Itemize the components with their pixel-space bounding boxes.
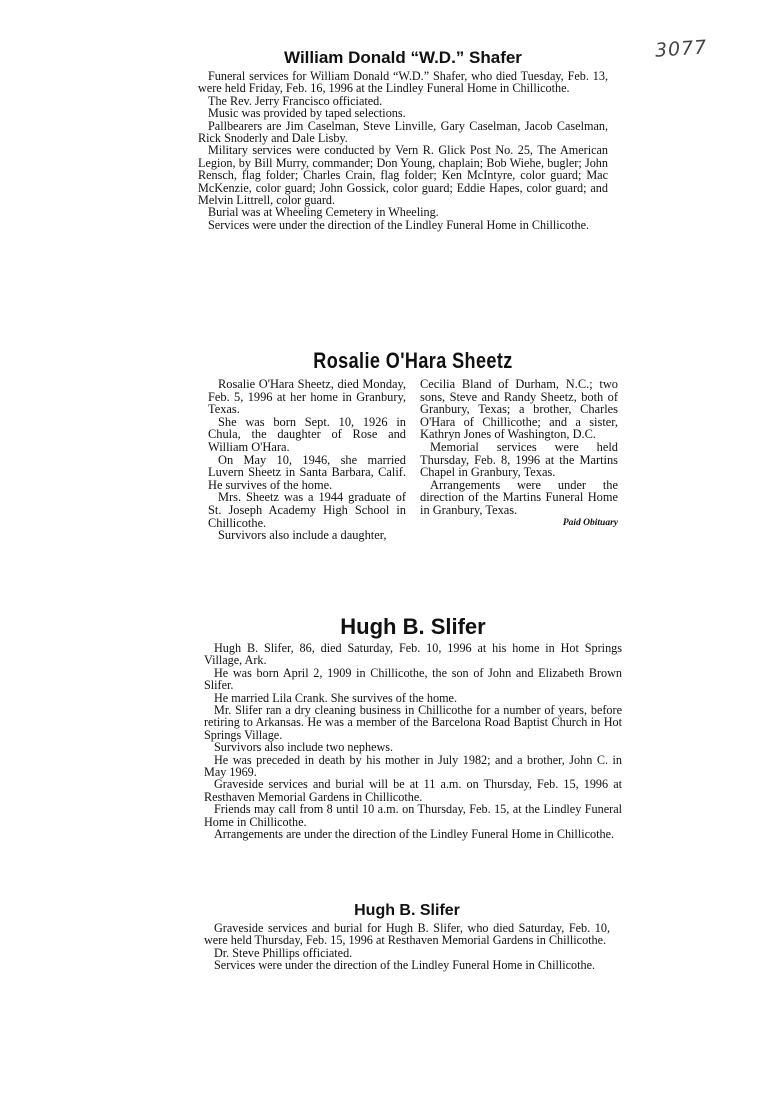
paragraph: Services were under the direction of the Lindley Funeral Home in Chillicothe.: [208, 217, 590, 232]
paragraph: Pallbearers are Jim Caselman, Steve Linville, Gary Caselman, Jacob Caselman, Rick Snoderly and Dale Lisby.: [198, 118, 608, 146]
obituary-title: Hugh B. Slifer: [340, 614, 486, 639]
paragraph: Graveside services and burial for Hugh B. Slifer, who died Saturday, Feb. 10, were held Thursday, Feb. 15, 1996 at Resthaven Memorial Gardens in Chillicothe.: [204, 921, 610, 948]
paragraph: Graveside services and burial will be at 11 a.m. on Thursday, Feb. 15, 1996 at Resthaven Memorial Gardens in Chillicothe.: [204, 777, 622, 804]
paragraph: He was preceded in death by his mother in July 1982; and a brother, John C. in May 1969.: [204, 752, 622, 780]
paragraph: The Rev. Jerry Francisco officiated.: [208, 93, 383, 108]
paragraph: Dr. Steve Phillips officiated.: [214, 945, 353, 960]
column-right: [420, 378, 618, 542]
paragraph: Hugh B. Slifer, 86, died Saturday, Feb. 10, 1996 at his home in Hot Springs Village, Ark.: [204, 641, 622, 668]
paragraph: Rosalie O'Hara Sheetz, died Monday, Feb. 5, 1996 at her home in Granbury, Texas.: [208, 377, 406, 417]
paid-obituary-label: Paid Obituary: [562, 517, 618, 528]
paragraph: Arrangements are under the direction of the Lindley Funeral Home in Chillicothe.: [214, 827, 615, 842]
paragraph: Survivors also include two nephews.: [214, 740, 394, 755]
obituary-slifer-graveside: [204, 902, 610, 972]
paragraph: Survivors also include a daughter,: [218, 528, 387, 543]
obituary-shafer: [198, 48, 608, 231]
paragraph: On May 10, 1946, she married Luvern Sheetz in Santa Barbara, Calif. He survives of the home.: [208, 452, 406, 492]
paragraph: Friends may call from 8 until 10 a.m. on Thursday, Feb. 15, at the Lindley Funeral Home in Chillicothe.: [204, 802, 622, 829]
paragraph: Services were under the direction of the Lindley Funeral Home in Chillicothe.: [214, 958, 596, 973]
obituary-sheetz: [208, 348, 618, 542]
obituary-title: Rosalie O'Hara Sheetz: [313, 348, 513, 373]
paragraph: Mr. Slifer ran a dry cleaning business in Chillicothe for a number of years, before retiring to Arkansas. He was a member of the Barcelona Road Baptist Church in Hot Springs Village.: [204, 703, 622, 742]
paragraph: Military services were conducted by Vern R. Glick Post No. 25, The American Legion, by Bill Murry, commander; Don Young, chaplain; Bob Wiehe, bugler; John Rensch, flag folder; Charles Crain, flag folder; Ken McIntyre, color guard; Mac McKenzie, color guard; John Gossick, color guard; Eddie Hapes, color guard; and Melvin Littrell, color guard.: [198, 143, 608, 208]
obituary-slifer: [204, 614, 622, 841]
paragraph: He was born April 2, 1909 in Chillicothe, the son of John and Elizabeth Brown Slifer.: [204, 665, 622, 693]
obituary-body: [204, 922, 610, 972]
obituary-body: [208, 378, 618, 542]
paragraph: Mrs. Sheetz was a 1944 graduate of St. Joseph Academy High School in Chillicothe.: [208, 490, 406, 530]
paragraph: Funeral services for William Donald “W.D.” Shafer, who died Tuesday, Feb. 13, were held Friday, Feb. 16, 1996 at the Lindley Funeral Home in Chillicothe.: [198, 69, 608, 96]
column-left: [208, 378, 406, 542]
obituary-title: Hugh B. Slifer: [354, 902, 460, 919]
handwritten-page-number: 3077: [654, 36, 709, 62]
paragraph: Arrangements were under the direction of the Martins Funeral Home in Granbury, Texas.: [420, 477, 618, 517]
paragraph: She was born Sept. 10, 1926 in Chula, the daughter of Rose and William O'Hara.: [208, 414, 406, 454]
obituary-body: [204, 642, 622, 841]
paragraph: Burial was at Wheeling Cemetery in Wheeling.: [208, 205, 439, 220]
paragraph: Music was provided by taped selections.: [208, 106, 406, 121]
obituary-title: William Donald “W.D.” Shafer: [284, 48, 522, 67]
paragraph: He married Lila Crank. She survives of the home.: [214, 690, 458, 705]
paragraph: Cecilia Bland of Durham, N.C.; two sons, Steve and Randy Sheetz, both of Granbury, Texas; a brother, Charles O'Hara of Chillicothe; and a sister, Kathryn Jones of Washington, D.C.: [420, 377, 618, 442]
paragraph: Memorial services were held Thursday, Feb. 8, 1996 at the Martins Chapel in Granbury, Texas.: [420, 439, 618, 480]
obituary-body: [198, 70, 608, 231]
